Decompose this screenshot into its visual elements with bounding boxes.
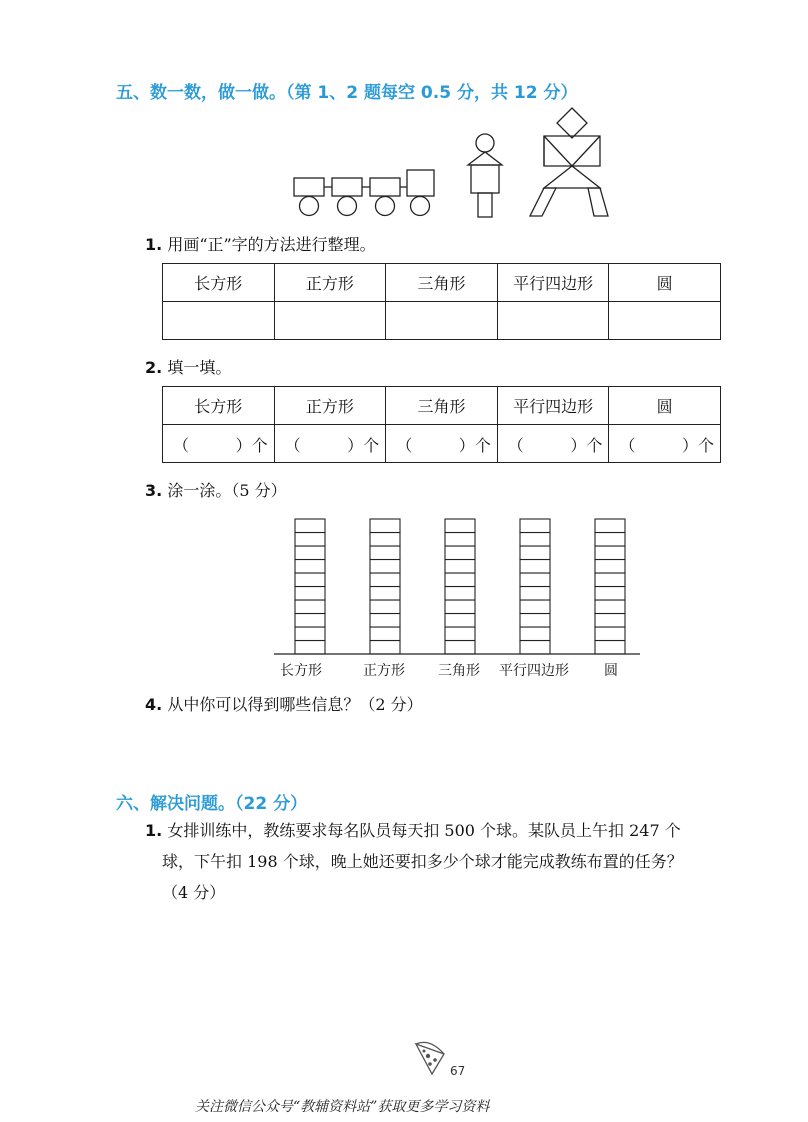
tally-answer-row [163, 302, 721, 340]
coloring-cell[interactable] [520, 533, 550, 547]
section-6-title: 六、解决问题。（22 分） [116, 794, 308, 814]
coloring-cell[interactable] [520, 641, 550, 655]
tally-header-cell: 三角形 [386, 264, 498, 302]
count-answer-row [163, 425, 721, 463]
coloring-cell[interactable] [445, 573, 475, 587]
problem-1-number: 1. [145, 821, 163, 840]
robot-figure [468, 134, 502, 217]
coloring-column [595, 519, 625, 654]
count-blank[interactable] [163, 425, 275, 463]
question-1-text: 用画“正”字的方法进行整理。 [167, 235, 376, 254]
footer-promo-text: 关注微信公众号“教辅资料站”获取更多学习资料 [195, 1099, 490, 1115]
axis-label: 正方形 [363, 663, 405, 679]
coloring-cell[interactable] [520, 614, 550, 628]
tally-header-cell: 正方形 [274, 264, 386, 302]
tangram-figure [530, 108, 608, 216]
open-paren: （ [619, 436, 636, 455]
coloring-cell[interactable] [520, 519, 550, 533]
coloring-cell[interactable] [595, 627, 625, 641]
axis-label: 圆 [604, 663, 618, 679]
count-table [162, 386, 721, 463]
coloring-cell[interactable] [595, 614, 625, 628]
coloring-cell[interactable] [370, 614, 400, 628]
close-paren-unit: ）个 [681, 436, 714, 455]
coloring-cell[interactable] [370, 627, 400, 641]
problem-1-line: 球，下午扣 198 个球，晚上她还要扣多少个球才能完成教练布置的任务？ [162, 852, 683, 871]
coloring-cell[interactable] [445, 600, 475, 614]
coloring-cell[interactable] [445, 546, 475, 560]
coloring-cell[interactable] [595, 573, 625, 587]
coloring-cell[interactable] [295, 641, 325, 655]
coloring-column [370, 519, 400, 654]
question-2 [145, 355, 231, 378]
coloring-cell[interactable] [295, 519, 325, 533]
coloring-cell[interactable] [370, 533, 400, 547]
shape-figures-illustration [290, 104, 610, 222]
axis-label: 平行四边形 [499, 663, 569, 679]
tally-header-cell: 平行四边形 [497, 264, 609, 302]
open-paren: （ [507, 436, 524, 455]
tally-answer-cell[interactable] [497, 302, 609, 340]
coloring-cell[interactable] [445, 641, 475, 655]
coloring-cell[interactable] [295, 614, 325, 628]
coloring-cell[interactable] [370, 560, 400, 574]
coloring-cell[interactable] [520, 587, 550, 601]
coloring-cell[interactable] [520, 573, 550, 587]
count-header-cell: 正方形 [274, 387, 386, 425]
coloring-cell[interactable] [445, 519, 475, 533]
coloring-cell[interactable] [520, 546, 550, 560]
axis-label: 三角形 [438, 663, 480, 679]
open-paren: （ [396, 436, 413, 455]
coloring-cell[interactable] [595, 641, 625, 655]
question-2-text: 填一填。 [167, 358, 232, 377]
coloring-cell[interactable] [520, 560, 550, 574]
coloring-cell[interactable] [520, 600, 550, 614]
problem-1 [145, 815, 765, 908]
count-header-cell: 圆 [609, 387, 721, 425]
question-4-number: 4. [145, 695, 163, 714]
coloring-axis-labels [270, 660, 642, 682]
coloring-cell[interactable] [595, 519, 625, 533]
coloring-cell[interactable] [445, 533, 475, 547]
coloring-bar-grid [270, 506, 642, 656]
count-header-row [163, 387, 721, 425]
coloring-column [520, 519, 550, 654]
coloring-cell[interactable] [295, 600, 325, 614]
open-paren: （ [173, 436, 190, 455]
coloring-cell[interactable] [370, 573, 400, 587]
question-4 [145, 692, 423, 715]
tally-header-row [163, 264, 721, 302]
section-5-title: 五、数一数，做一做。（第 1、2 题每空 0.5 分，共 12 分） [116, 83, 578, 103]
question-1-number: 1. [145, 235, 163, 254]
coloring-column [295, 519, 325, 654]
tally-table [162, 263, 721, 340]
coloring-cell[interactable] [595, 587, 625, 601]
coloring-cell[interactable] [445, 627, 475, 641]
coloring-column [445, 519, 475, 654]
coloring-cell[interactable] [370, 546, 400, 560]
coloring-cell[interactable] [370, 587, 400, 601]
question-3 [145, 478, 287, 501]
count-header-cell: 平行四边形 [497, 387, 609, 425]
coloring-cell[interactable] [445, 587, 475, 601]
coloring-cell[interactable] [295, 627, 325, 641]
question-4-text: 从中你可以得到哪些信息？（2 分） [167, 695, 423, 714]
close-paren-unit: ）个 [458, 436, 491, 455]
page-number: 67 [450, 1064, 466, 1078]
tally-answer-cell[interactable] [163, 302, 275, 340]
axis-label: 长方形 [280, 663, 322, 679]
tally-answer-cell[interactable] [386, 302, 498, 340]
coloring-cell[interactable] [295, 560, 325, 574]
problem-1-line: 女排训练中，教练要求每名队员每天扣 500 个球。某队员上午扣 247 个 [167, 821, 681, 840]
close-paren-unit: ）个 [570, 436, 603, 455]
problem-1-score: （4 分） [162, 883, 226, 902]
coloring-cell[interactable] [370, 519, 400, 533]
coloring-cell[interactable] [445, 614, 475, 628]
coloring-cell[interactable] [295, 533, 325, 547]
count-header-cell: 长方形 [163, 387, 275, 425]
close-paren-unit: ）个 [235, 436, 268, 455]
count-blank[interactable] [274, 425, 386, 463]
coloring-cell[interactable] [445, 560, 475, 574]
coloring-cell[interactable] [295, 587, 325, 601]
tally-header-cell: 圆 [609, 264, 721, 302]
close-paren-unit: ）个 [347, 436, 380, 455]
open-paren: （ [284, 436, 301, 455]
question-3-number: 3. [145, 481, 163, 500]
question-1 [145, 232, 376, 255]
tally-answer-cell[interactable] [274, 302, 386, 340]
count-header-cell: 三角形 [386, 387, 498, 425]
coloring-cell[interactable] [595, 546, 625, 560]
count-blank[interactable] [386, 425, 498, 463]
coloring-cell[interactable] [595, 533, 625, 547]
coloring-cell[interactable] [370, 641, 400, 655]
coloring-cell[interactable] [520, 627, 550, 641]
count-blank[interactable] [609, 425, 721, 463]
train-figure [294, 170, 434, 216]
coloring-cell[interactable] [370, 600, 400, 614]
coloring-cell[interactable] [295, 573, 325, 587]
count-blank[interactable] [497, 425, 609, 463]
decorative-cheese-icon [410, 1036, 450, 1078]
coloring-cell[interactable] [595, 600, 625, 614]
tally-answer-cell[interactable] [609, 302, 721, 340]
coloring-cell[interactable] [295, 546, 325, 560]
question-3-text: 涂一涂。（5 分） [167, 481, 287, 500]
coloring-cell[interactable] [595, 560, 625, 574]
question-2-number: 2. [145, 358, 163, 377]
tally-header-cell: 长方形 [163, 264, 275, 302]
